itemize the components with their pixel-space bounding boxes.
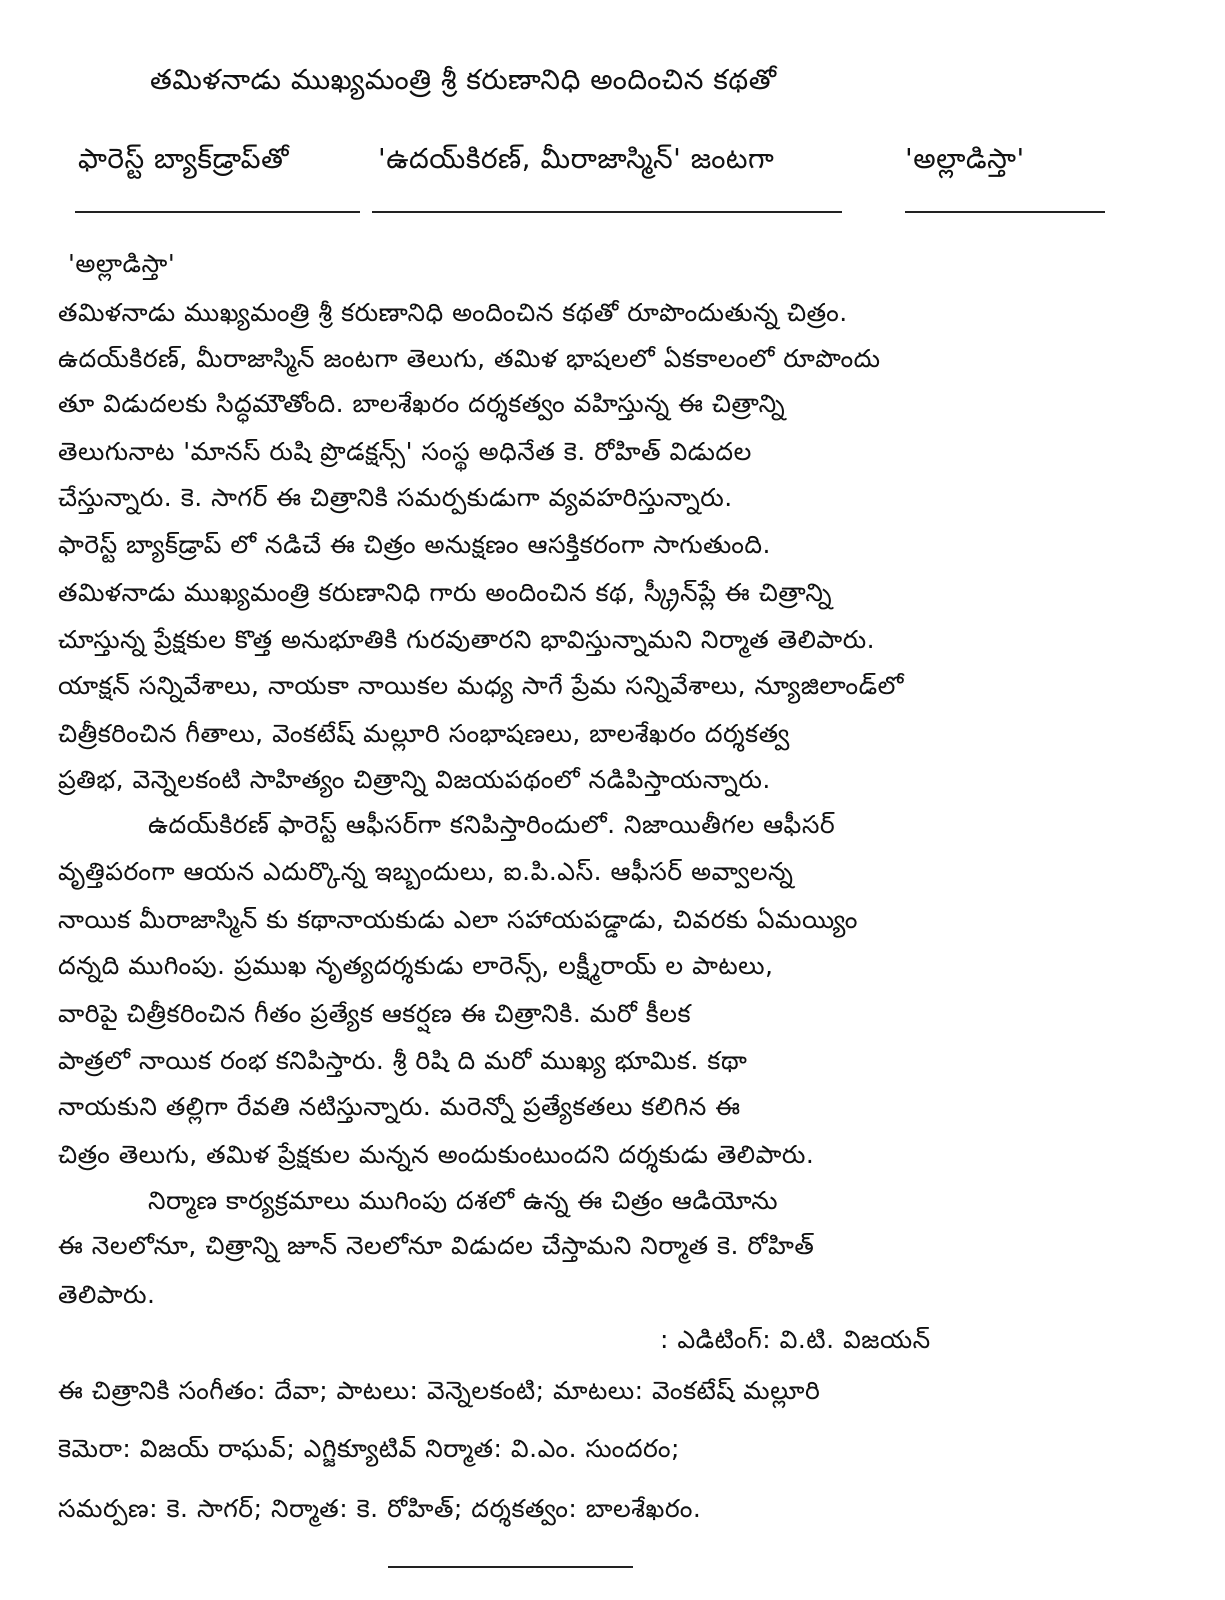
heading-line-1: తమిళనాడు ముఖ్యమంత్రి శ్రీ కరుణానిధి అందించిన కథతో	[150, 62, 777, 96]
body-line: యాక్షన్ సన్నివేశాలు, నాయకా నాయికల మధ్య సాగే ప్రేమ సన్నివేశాలు, న్యూజిలాండ్‌లో	[58, 670, 904, 700]
heading-line-2c: 'అల్లాడిస్తా'	[905, 141, 1025, 175]
body-line: తమిళనాడు ముఖ్యమంత్రి శ్రీ కరుణానిధి అందించిన కథతో రూపొందుతున్న చిత్రం.	[58, 297, 848, 327]
body-line: నాయకుని తల్లిగా రేవతి నటిస్తున్నారు. మరెన్నో ప్రత్యేకతలు కలిగిన ఈ	[58, 1091, 741, 1121]
body-line: ఈ నెలలోనూ, చిత్రాన్ని జూన్ నెలలోనూ విడుదల చేస్తామని నిర్మాత కె. రోహిత్	[58, 1231, 815, 1261]
body-line: తెలిపారు.	[58, 1279, 156, 1309]
credit-line: కెమెరా: విజయ్ రాఘవ్; ఎగ్జిక్యూటివ్ నిర్మాత: వి.ఎం. సుందరం;	[58, 1433, 680, 1463]
body-line: చిత్రీకరించిన గీతాలు, వెంకటేష్ మల్లూరి సంభాషణలు, బాలశేఖరం దర్శకత్వ	[58, 718, 790, 748]
underline	[905, 211, 1105, 213]
body-line: ఉదయ్‌కిరణ్ ఫారెస్ట్ ఆఫీసర్‌గా కనిపిస్తారిందులో. నిజాయితీగల ఆఫీసర్	[148, 810, 836, 840]
credit-line: ఈ చిత్రానికి సంగీతం: దేవా; పాటలు: వెన్నెలకంటి; మాటలు: వెంకటేష్ మల్లూరి	[58, 1375, 821, 1405]
credit-line: సమర్పణ: కె. సాగర్; నిర్మాత: కె. రోహిత్; దర్శకత్వం: బాలశేఖరం.	[58, 1493, 702, 1523]
body-line: చిత్రం తెలుగు, తమిళ ప్రేక్షకుల మన్నన అందుకుంటుందని దర్శకుడు తెలిపారు.	[58, 1140, 815, 1170]
body-line: దన్నది ముగింపు. ప్రముఖ నృత్యదర్శకుడు లారెన్స్, లక్ష్మీరాయ్ ల పాటలు,	[58, 951, 774, 981]
heading-line-2b: 'ఉదయ్‌కిరణ్, మీరాజాస్మిన్' జంటగా	[378, 141, 775, 175]
heading-line-2a: ఫారెస్ట్ బ్యాక్‌డ్రాప్‌తో	[78, 141, 289, 175]
body-line: చూస్తున్న ప్రేక్షకుల కొత్త అనుభూతికి గురవుతారని భావిస్తున్నామని నిర్మాత తెలిపారు.	[58, 625, 876, 655]
underline	[75, 211, 360, 213]
body-line: ఉదయ్‌కిరణ్, మీరాజాస్మిన్ జంటగా తెలుగు, తమిళ భాషలలో ఏకకాలంలో రూపొందు	[58, 343, 881, 373]
body-line: నిర్మాణ కార్యక్రమాలు ముగింపు దశలో ఉన్న ఈ చిత్రం ఆడియోను	[148, 1185, 778, 1215]
end-rule	[388, 1566, 633, 1568]
underline	[372, 211, 842, 213]
body-line: నాయిక మీరాజాస్మిన్ కు కథానాయకుడు ఎలా సహాయపడ్డాడు, చివరకు ఏమయ్యిం	[58, 905, 858, 935]
credit-editing: : ఎడిటింగ్: వి.టి. విజయన్	[660, 1325, 931, 1355]
body-line: తమిళనాడు ముఖ్యమంత్రి కరుణానిధి గారు అందించిన కథ, స్క్రీన్‌ప్లే ఈ చిత్రాన్ని	[58, 578, 832, 608]
body-line: వృత్తిపరంగా ఆయన ఎదుర్కొన్న ఇబ్బందులు, ఐ.పి.ఎస్. ఆఫీసర్ అవ్వాలన్న	[58, 857, 794, 887]
body-line: తూ విడుదలకు సిద్ధమౌతోంది. బాలశేఖరం దర్శకత్వం వహిస్తున్న ఈ చిత్రాన్ని	[58, 389, 786, 419]
film-title: 'అల్లాడిస్తా'	[68, 248, 176, 278]
body-line: చేస్తున్నారు. కె. సాగర్ ఈ చిత్రానికి సమర్పకుడుగా వ్యవహరిస్తున్నారు.	[58, 483, 733, 513]
body-line: పాత్రలో నాయిక రంభ కనిపిస్తారు. శ్రీ రిషి ది మరో ముఖ్య భూమిక. కథా	[58, 1046, 748, 1076]
body-line: తెలుగునాట 'మానస్ రుషి ప్రొడక్షన్స్' సంస్థ అధినేత కె. రోహిత్ విడుదల	[58, 437, 752, 467]
body-line: ఫారెస్ట్ బ్యాక్‌డ్రాప్ లో నడిచే ఈ చిత్రం అనుక్షణం ఆసక్తికరంగా సాగుతుంది.	[58, 530, 771, 560]
body-line: వారిపై చిత్రీకరించిన గీతం ప్రత్యేక ఆకర్షణ ఈ చిత్రానికి. మరో కీలక	[58, 999, 692, 1029]
body-line: ప్రతిభ, వెన్నెలకంటి సాహిత్యం చిత్రాన్ని విజయపథంలో నడిపిస్తాయన్నారు.	[58, 764, 771, 794]
